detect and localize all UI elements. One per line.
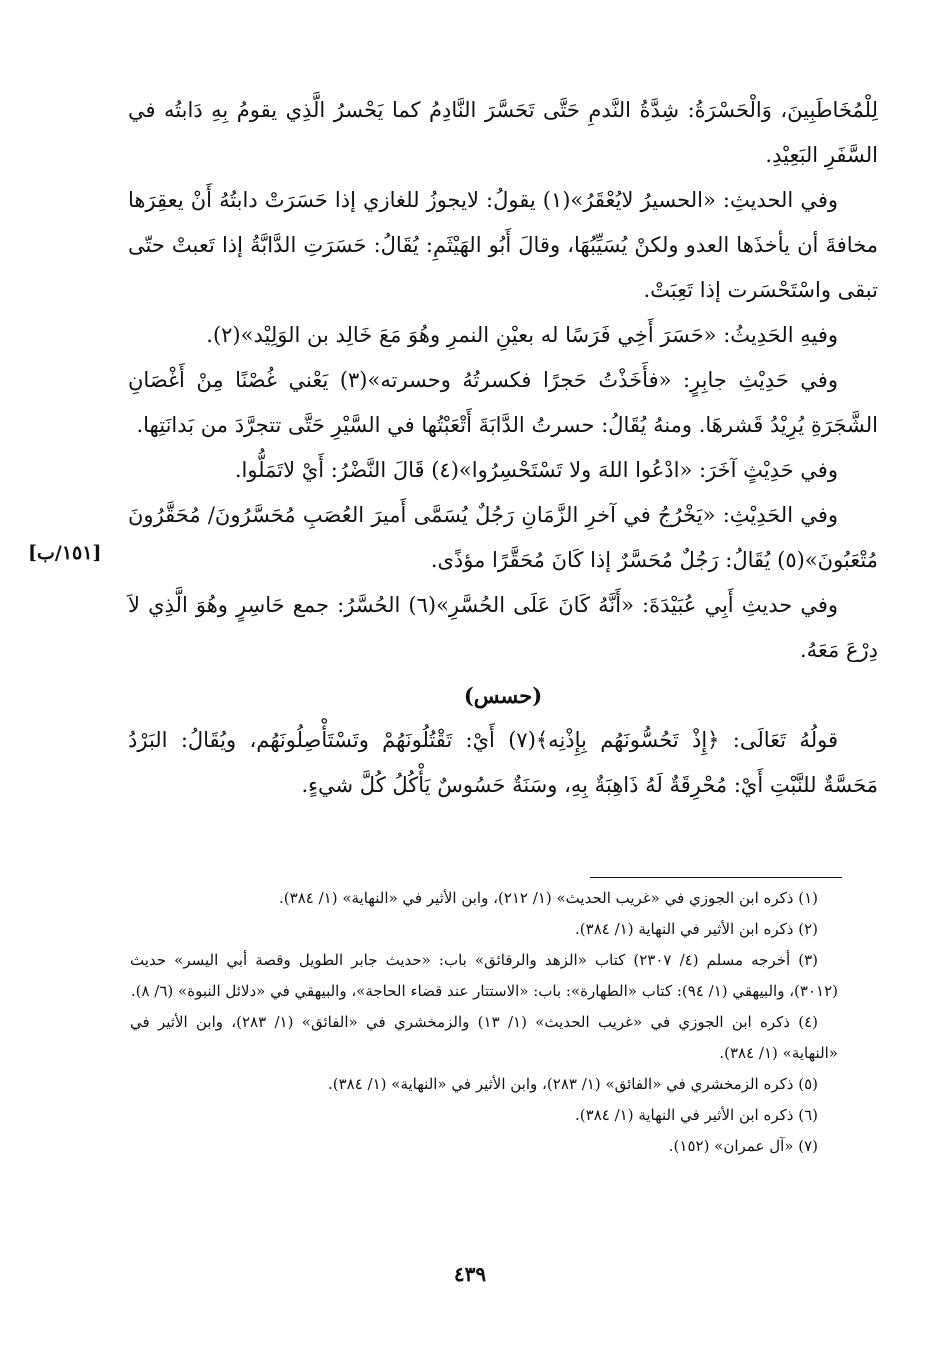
footnote-6: (٦) ذكره ابن الأثير في النهاية (١/ ٣٨٤). <box>575 1106 818 1124</box>
footnote-3: (٣) أخرجه مسلم (٤/ ٢٣٠٧) كتاب «الزهد والرقائق» باب: «حديث جابر الطويل وقصة أبي اليسر» حديث (٣٠١٢)، والبيهقي (١/ ٩٤): كتاب «الطهارة»: باب: «الاستتار عند قضاء الحاجة»، والبيهقي في «دلائل النبوة» (٦/ ٨). <box>130 951 838 1000</box>
footnote-4: (٤) ذكره ابن الجوزي في «غريب الحديث» (١/ ١٣) والزمخشري في «الفائق» (١/ ٢٨٣)، وابن الأثير في «النهاية» (١/ ٣٨٤). <box>130 1013 838 1062</box>
paragraph-1: لِلْمُخَاطَبِينَ، وَالْحَسْرَةُ: شِدَّةُ النَّدمِ حَتَّى تَحَسَّرَ النَّادِمُ كما يَحْسرُ الَّذِي يقومُ بِهِ دَابتُه في السَّفَرِ البَعِيْدِ. <box>128 98 878 167</box>
footnote-7: (٧) «آل عمران» (١٥٢). <box>668 1137 818 1155</box>
main-text <box>128 88 878 808</box>
paragraph-6: وفي الحَدِيْثِ: «يَخْرُجُ في آخرِ الزَّمَانِ رَجُلٌ يُسَمَّى أَميرَ العُصَبِ مُحَسَّرُونَ/ مُحَقَّرُونَ مُتْعَبُونَ»(٥) يُقَالُ: رَجُلٌ مُحَسَّرٌ إذا كَانَ مُحَقَّرًا مؤذًى. <box>128 503 878 572</box>
paragraph-3: وفيهِ الحَدِيثُ: «حَسَرَ أَخِي فَرَسًا له بعيْنِ النمرِ وهُوَ مَعَ خَالِد بن الوَلِيْد»(٢). <box>206 323 838 347</box>
section-heading: (حسس) <box>463 683 543 708</box>
manuscript-folio-marker: [١٥١/ب] <box>28 542 102 564</box>
paragraph-2: وفي الحديثِ: «الحسيرُ لايُعْقَرُ»(١) يقولُ: لايجوزُ للغازي إذا حَسَرَتْ دابتُهُ أَنْ يعقِرَها مخافةَ أن يأخذَها العدو ولكنْ يُسَيِّبُهَا، وقالَ أَبُو الهَيْثَمِ: يُقَالُ: حَسَرَتِ الدَّابَّةُ إذا تَعبتْ حتّى تبقى واسْتَحْسَرت إذا تَعِبَتْ. <box>128 188 878 302</box>
footnote-5: (٥) ذكره الزمخشري في «الفائق» (١/ ٢٨٣)، وابن الأثير في «النهاية» (١/ ٣٨٤). <box>327 1075 818 1093</box>
footnote-1: (١) ذكره ابن الجوزي في «غريب الحديث» (١/ ٢١٢)، وابن الأثير في «النهاية» (١/ ٣٨٤). <box>279 889 818 907</box>
paragraph-7: وفي حديثِ أَبِي عُبَيْدَةَ: «أَنَّهُ كَانَ عَلَى الحُسَّرِ»(٦) الحُسَّرُ: جمع حَاسِرٍ وهُوَ الَّذِي لاَ دِرْعَ مَعَهُ. <box>128 593 878 662</box>
footnotes <box>130 883 838 1162</box>
footnote-2: (٢) ذكره ابن الأثير في النهاية (١/ ٣٨٤). <box>575 920 818 938</box>
paragraph-4: وفي حَدِيْثِ جابِرٍ: «فأَخَذْتُ حَجرًا فكسرتُهُ وحسرته»(٣) يَعْني غُصْنًا مِنْ أَغْصَانِ الشَّجَرَةِ يُرِيْدُ قَشرهَا. ومنهُ يُقَالُ: حسرتُ الدَّابَةَ أَتْعَبْتُها في السَّيْرِ حَتَّى تتجرَّدَ من بَدانَتِها. <box>128 368 878 437</box>
footnote-divider <box>590 877 842 878</box>
paragraph-8: قولُهُ تَعَالَى: ﴿إِذْ تَحُسُّونَهُم بِإِذْنِه﴾(٧) أَيْ: تَقْتُلُونَهُمْ وتَسْتَأْصِلُونَهُم، ويُقَالُ: البَرْدُ مَحَسَّةٌ للنَّبْتِ أَيْ: مُحْرِقَةٌ لَهُ ذَاهِبَةٌ بِهِ، وسَنَةٌ حَسُوسٌ يَأْكُلُ كُلَّ شيءٍ. <box>128 728 878 797</box>
page-number: ٤٣٩ <box>453 1262 487 1286</box>
paragraph-5: وفي حَدِيْثٍ آخَرَ: «ادْعُوا اللهَ ولا تَسْتَحْسِرُوا»(٤) قَالَ النَّضْرُ: أَيْ لاتَمَلُّوا. <box>234 458 838 482</box>
